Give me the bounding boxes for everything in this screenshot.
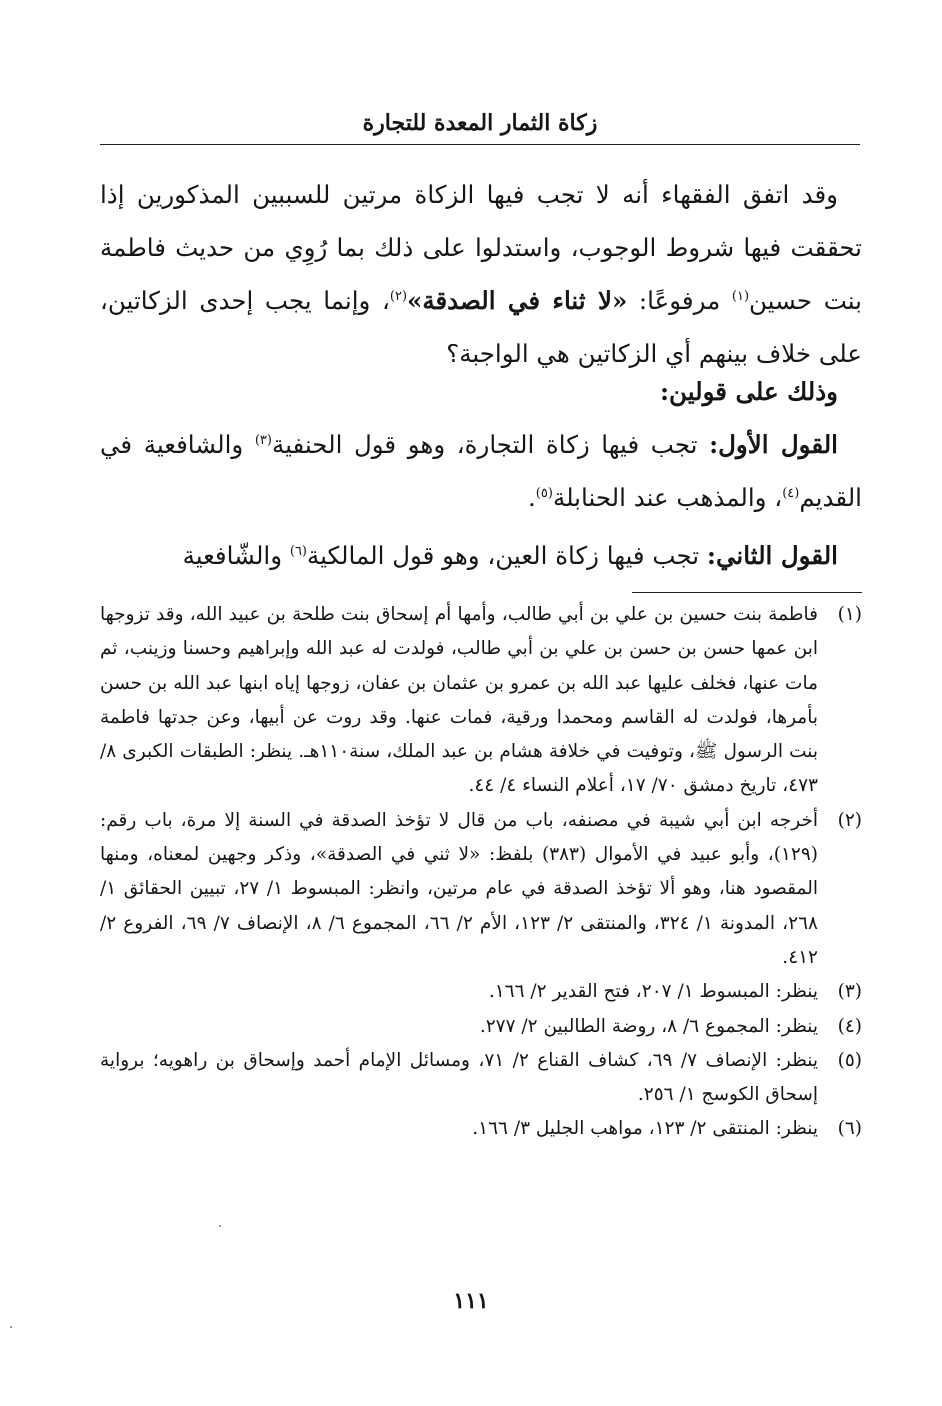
paragraph-second-opinion [100, 529, 862, 582]
footnote-number: (٣) [837, 981, 862, 1003]
text-run: ، وإنما يجب إحدى الزكاتين، على خلاف بينهم أي الزكاتين هي الواجبة؟ [100, 286, 862, 368]
running-header: زكاة الثمار المعدة للتجارة [362, 110, 598, 136]
footnote [100, 804, 862, 975]
heading-text: وذلك على قولين: [660, 377, 838, 406]
hadith-quote: «لا ثناء في الصدقة» [407, 286, 628, 315]
section-heading [100, 365, 862, 418]
footnote [100, 1112, 862, 1146]
footnote-ref-2[interactable]: (٢) [389, 288, 408, 304]
text-run: والشافعية في القديم [100, 430, 862, 512]
footnote-number: (٦) [837, 1118, 862, 1140]
text-run: والشّافعية [182, 541, 290, 570]
footnote [100, 1010, 862, 1044]
scan-speck [10, 1326, 12, 1328]
footnote-ref-5[interactable]: (٥) [535, 485, 553, 501]
text-run: ، والمذهب عند الحنابلة [552, 483, 783, 512]
text-run: وقد اتفق الفقهاء أنه لا تجب فيها الزكاة مرتين للسببين المذكورين إذا تحققت فيها شروط الوجوب، واستدلوا على ذلك بما رُوِي من حديث فاطمة بنت حسين [100, 180, 862, 315]
footnote-ref-4[interactable]: (٤) [782, 485, 800, 501]
footnote-number: (١) [837, 604, 862, 625]
footnote-separator [632, 592, 862, 593]
footnote-text: أخرجه ابن أبي شيبة في مصنفه، باب من قال لا تؤخذ الصدقة في السنة إلا مرة، باب رقم: (١٢٩)، وأبو عبيد في الأموال (٣٨٣) بلفظ: «لا ثني في الصدقة»، وذكر وجهين لمعناه، ومنها المقصود هنا، وهو ألا تؤخذ الصدقة في عام مرتين، وانظر: المبسوط ١/ ٢٧، تبيين الحقائق ١/ ٢٦٨، المدونة ١/ ٣٢٤، والمنتقى ٢/ ١٢٣، الأم ٢/ ٦٦، المجموع ٦/ ٨، الإنصاف ٧/ ٦٩، الفروع ٢/ ٤١٢. [100, 809, 818, 968]
text-run: تجب فيها زكاة التجارة، وهو قول الحنفية [271, 430, 710, 459]
opinion-label: القول الأول: [709, 430, 838, 459]
footnote-text: ينظر: المبسوط ١/ ٢٠٧، فتح القدير ٢/ ١٦٦. [488, 981, 818, 1003]
footnote-number: (٢) [837, 809, 862, 831]
footnote-number: (٤) [837, 1015, 862, 1037]
footnotes [100, 598, 862, 1147]
footnote-ref-1[interactable]: (١) [731, 288, 750, 304]
scan-speck [219, 1225, 221, 1227]
footnote-ref-3[interactable]: (٣) [254, 432, 272, 448]
text-run: مرفوعًا: [627, 286, 732, 315]
opinion-label: القول الثاني: [706, 541, 838, 570]
paragraph-1 [100, 168, 862, 380]
header-rule [100, 144, 860, 145]
text-run: . [528, 483, 536, 512]
footnote [100, 975, 862, 1009]
text-run: تجب فيها زكاة العين، وهو قول المالكية [307, 541, 707, 570]
main-text-4 [100, 529, 862, 582]
page-number: ١١١ [453, 1288, 489, 1314]
footnote-text: فاطمة بنت حسين بن علي بن أبي طالب، وأمها أم إسحاق بنت طلحة بن عبيد الله، وقد تزوجها ابن عمها حسن بن حسن بن علي بن أبي طالب، فولدت له عبد الله وإبراهيم وحسنا وزينب، ثم مات عنها، فخلف عليها عبد الله بن عمرو بن عثمان بن عفان، زوجها إياه ابنها عبد الله بن حسن بأمرها، فولدت له القاسم ومحمدا ورقية، فمات عنها. وقد روت عن أبيها، وعن جدتها فاطمة بنت الرسول ﷺ، وتوفيت في خلافة هشام بن عبد الملك، سنة١١٠هـ. ينظر: الطبقات الكبرى ٨/ ٤٧٣، تاريخ دمشق ٧٠/ ١٧، أعلام النساء ٤/ ٤٤. [100, 604, 818, 797]
footnote [100, 1044, 862, 1113]
main-text-2 [100, 365, 862, 418]
main-text-3 [100, 418, 862, 524]
footnote-text: ينظر: المنتقى ٢/ ١٢٣، مواهب الجليل ٣/ ١٦٦. [472, 1118, 818, 1140]
main-text [100, 168, 862, 380]
footnote-ref-6[interactable]: (٦) [289, 543, 307, 559]
footnote-text: ينظر: المجموع ٦/ ٨، روضة الطالبين ٢/ ٢٧٧. [479, 1015, 818, 1037]
footnote-text: ينظر: الإنصاف ٧/ ٦٩، كشاف القناع ٢/ ٧١، ومسائل الإمام أحمد وإسحاق بن راهويه؛ برواية إسحاق الكوسج ١/ ٢٥٦. [100, 1049, 818, 1106]
footnote-number: (٥) [837, 1049, 862, 1071]
paragraph-first-opinion [100, 418, 862, 524]
footnote [100, 598, 862, 804]
